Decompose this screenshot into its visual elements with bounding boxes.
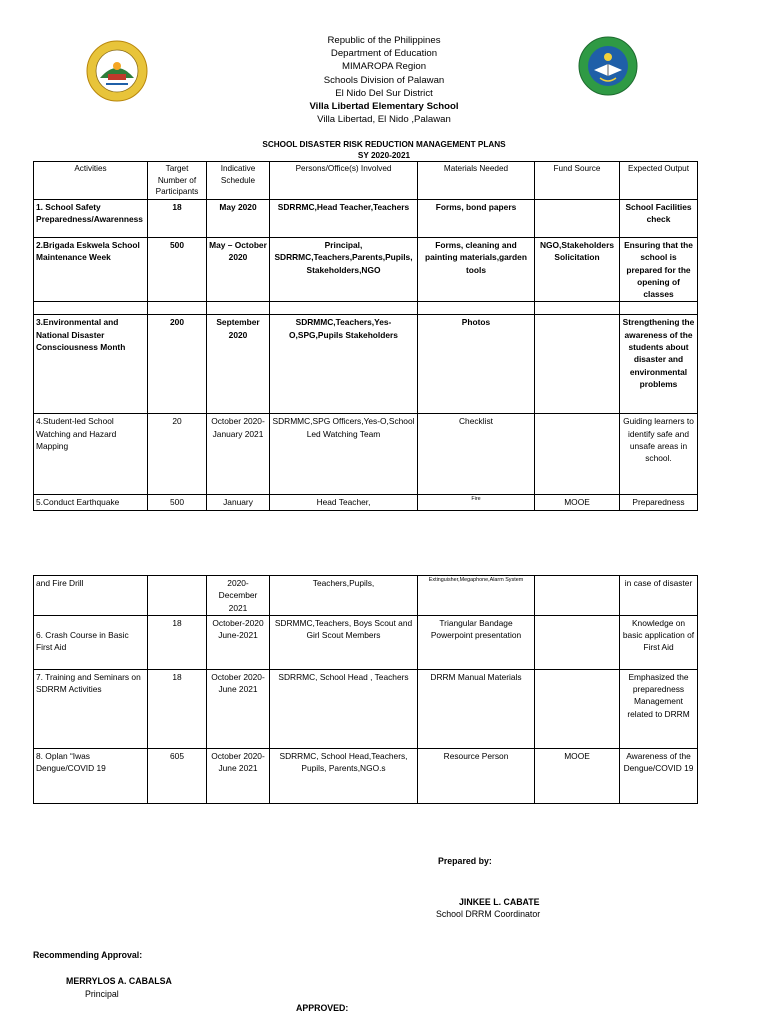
- table-row: [34, 238, 698, 302]
- cell-empty: [620, 302, 698, 315]
- cell-output: Awareness of the Dengue/COVID 19: [620, 748, 698, 803]
- table-row: [34, 495, 698, 510]
- header-address: Villa Libertad, El Nido ,Palawan: [317, 114, 451, 126]
- cell-materials: Forms, cleaning and painting materials,garden tools: [418, 238, 535, 302]
- cell-empty: [34, 302, 148, 315]
- recommending-name: MERRYLOS A. CABALSA: [66, 976, 172, 986]
- cell-participants: 500: [148, 238, 207, 302]
- cell-participants: 200: [148, 315, 207, 414]
- cell-persons: Principal, SDRRMC,Teachers,Parents,Pupils, Stakeholders,NGO: [270, 238, 418, 302]
- cell-output: in case of disaster: [620, 576, 698, 616]
- cell-persons: SDRMMC,SPG Officers,Yes-O,School Led Watching Team: [270, 414, 418, 495]
- cell-participants: 18: [148, 669, 207, 748]
- cell-output: Emphasized the preparedness Management related to DRRM: [620, 669, 698, 748]
- table-row: [34, 576, 698, 616]
- prepared-by-label: Prepared by:: [438, 856, 492, 866]
- cell-schedule: May 2020: [207, 200, 270, 238]
- cell-persons: SDRRMC, School Head , Teachers: [270, 669, 418, 748]
- table-header-row: [34, 162, 698, 200]
- cell-empty: [148, 302, 207, 315]
- header-materials: Materials Needed: [418, 162, 535, 200]
- cell-participants: 605: [148, 748, 207, 803]
- district-seal-logo: [86, 40, 148, 102]
- cell-persons: Head Teacher,: [270, 495, 418, 510]
- header-republic: Republic of the Philippines: [327, 35, 441, 46]
- plan-table-page1: [33, 161, 698, 511]
- cell-schedule: 2020- December 2021: [207, 576, 270, 616]
- header-activities: Activities: [34, 162, 148, 200]
- cell-fund: [535, 200, 620, 238]
- cell-participants: [148, 576, 207, 616]
- header-division: Schools Division of Palawan: [323, 74, 445, 86]
- table-row: [34, 748, 698, 803]
- header-region: MIMAROPA Region: [341, 61, 427, 73]
- cell-materials: Triangular Bandage Powerpoint presentation: [418, 615, 535, 669]
- table-row: [34, 615, 698, 669]
- cell-materials: DRRM Manual Materials: [418, 669, 535, 748]
- cell-materials: Checklist: [418, 414, 535, 495]
- cell-activity: 8. Oplan “Iwas Dengue/COVID 19: [34, 748, 148, 803]
- cell-empty: [535, 302, 620, 315]
- cell-materials: Photos: [418, 315, 535, 414]
- header-school: Villa Libertad Elementary School: [309, 101, 459, 113]
- cell-fund: MOOE: [535, 748, 620, 803]
- cell-materials: Resource Person: [418, 748, 535, 803]
- header-persons: Persons/Office(s) Involved: [270, 162, 418, 200]
- cell-activity: 7. Training and Seminars on SDRRM Activities: [34, 669, 148, 748]
- cell-output: Preparedness: [620, 495, 698, 510]
- cell-fund: [535, 414, 620, 495]
- header-participants: Target Number of Participants: [148, 162, 207, 200]
- cell-activity: 5.Conduct Earthquake: [34, 495, 148, 510]
- cell-persons: Teachers,Pupils,: [270, 576, 418, 616]
- cell-fund: [535, 669, 620, 748]
- recommending-approval-label: Recommending Approval:: [33, 950, 143, 960]
- cell-materials: Forms, bond papers: [418, 200, 535, 238]
- table-row: [34, 315, 698, 414]
- approved-label: APPROVED:: [296, 1003, 349, 1013]
- header-schedule: Indicative Schedule: [207, 162, 270, 200]
- cell-empty: [207, 302, 270, 315]
- cell-activity: 1. School Safety Preparedness/Awarenness: [34, 200, 148, 238]
- cell-participants: 18: [148, 615, 207, 669]
- plan-table-page2: [33, 575, 698, 804]
- cell-output: Ensuring that the school is prepared for the opening of classes: [620, 238, 698, 302]
- cell-schedule: May – October 2020: [207, 238, 270, 302]
- table-row-empty: [34, 302, 698, 315]
- cell-materials: Fire: [418, 495, 535, 510]
- cell-empty: [418, 302, 535, 315]
- cell-schedule: October-2020 June-2021: [207, 615, 270, 669]
- cell-participants: 18: [148, 200, 207, 238]
- table-row: [34, 414, 698, 495]
- school-seal-logo: [578, 36, 638, 96]
- header-output: Expected Output: [620, 162, 698, 200]
- cell-persons: SDRRMC, School Head,Teachers, Pupils, Parents,NGO.s: [270, 748, 418, 803]
- cell-participants: 20: [148, 414, 207, 495]
- table-row: [34, 669, 698, 748]
- prepared-by-name: JINKEE L. CABATE: [459, 897, 540, 907]
- cell-schedule: January: [207, 495, 270, 510]
- cell-output: Knowledge on basic application of First Aid: [620, 615, 698, 669]
- cell-participants: 500: [148, 495, 207, 510]
- cell-fund: [535, 576, 620, 616]
- header-district: El Nido Del Sur District: [335, 87, 433, 99]
- prepared-by-title: School DRRM Coordinator: [436, 909, 541, 919]
- cell-fund: MOOE: [535, 495, 620, 510]
- cell-fund: [535, 315, 620, 414]
- cell-activity: 6. Crash Course in Basic First Aid: [34, 615, 148, 669]
- cell-schedule: October 2020-June 2021: [207, 669, 270, 748]
- header-fund: Fund Source: [535, 162, 620, 200]
- cell-activity: 3.Environmental and National Disaster Consciousness Month: [34, 315, 148, 414]
- cell-empty: [270, 302, 418, 315]
- recommending-title: Principal: [85, 989, 119, 999]
- cell-schedule: October 2020- June 2021: [207, 748, 270, 803]
- cell-fund: NGO,Stakeholders Solicitation: [535, 238, 620, 302]
- cell-output: Strengthening the awareness of the students about disaster and environmental problems: [620, 315, 698, 414]
- cell-schedule: September 2020: [207, 315, 270, 414]
- cell-activity: 2.Brigada Eskwela School Maintenance Week: [34, 238, 148, 302]
- title-line1: SCHOOL DISASTER RISK REDUCTION MANAGEMENT PLANS: [262, 140, 506, 149]
- cell-activity: 4.Student-led School Watching and Hazard Mapping: [34, 414, 148, 495]
- cell-output: Guiding learners to identify safe and unsafe areas in school.: [620, 414, 698, 495]
- letterhead: [190, 34, 578, 126]
- title-line2: SY 2020-2021: [357, 151, 411, 160]
- table-row: [34, 200, 698, 238]
- cell-materials: Extinguisher,Megaphone,Alarm System: [418, 576, 535, 616]
- cell-fund: [535, 615, 620, 669]
- cell-schedule: October 2020- January 2021: [207, 414, 270, 495]
- cell-activity: and Fire Drill: [34, 576, 148, 616]
- header-department: Department of Education: [330, 48, 438, 60]
- cell-persons: SDRMMC,Teachers,Yes-O,SPG,Pupils Stakeholders: [270, 315, 418, 414]
- document-title: [190, 139, 578, 161]
- cell-persons: SDRMMC,Teachers, Boys Scout and Girl Scout Members: [270, 615, 418, 669]
- cell-output: School Facilities check: [620, 200, 698, 238]
- cell-persons: SDRRMC,Head Teacher,Teachers: [270, 200, 418, 238]
